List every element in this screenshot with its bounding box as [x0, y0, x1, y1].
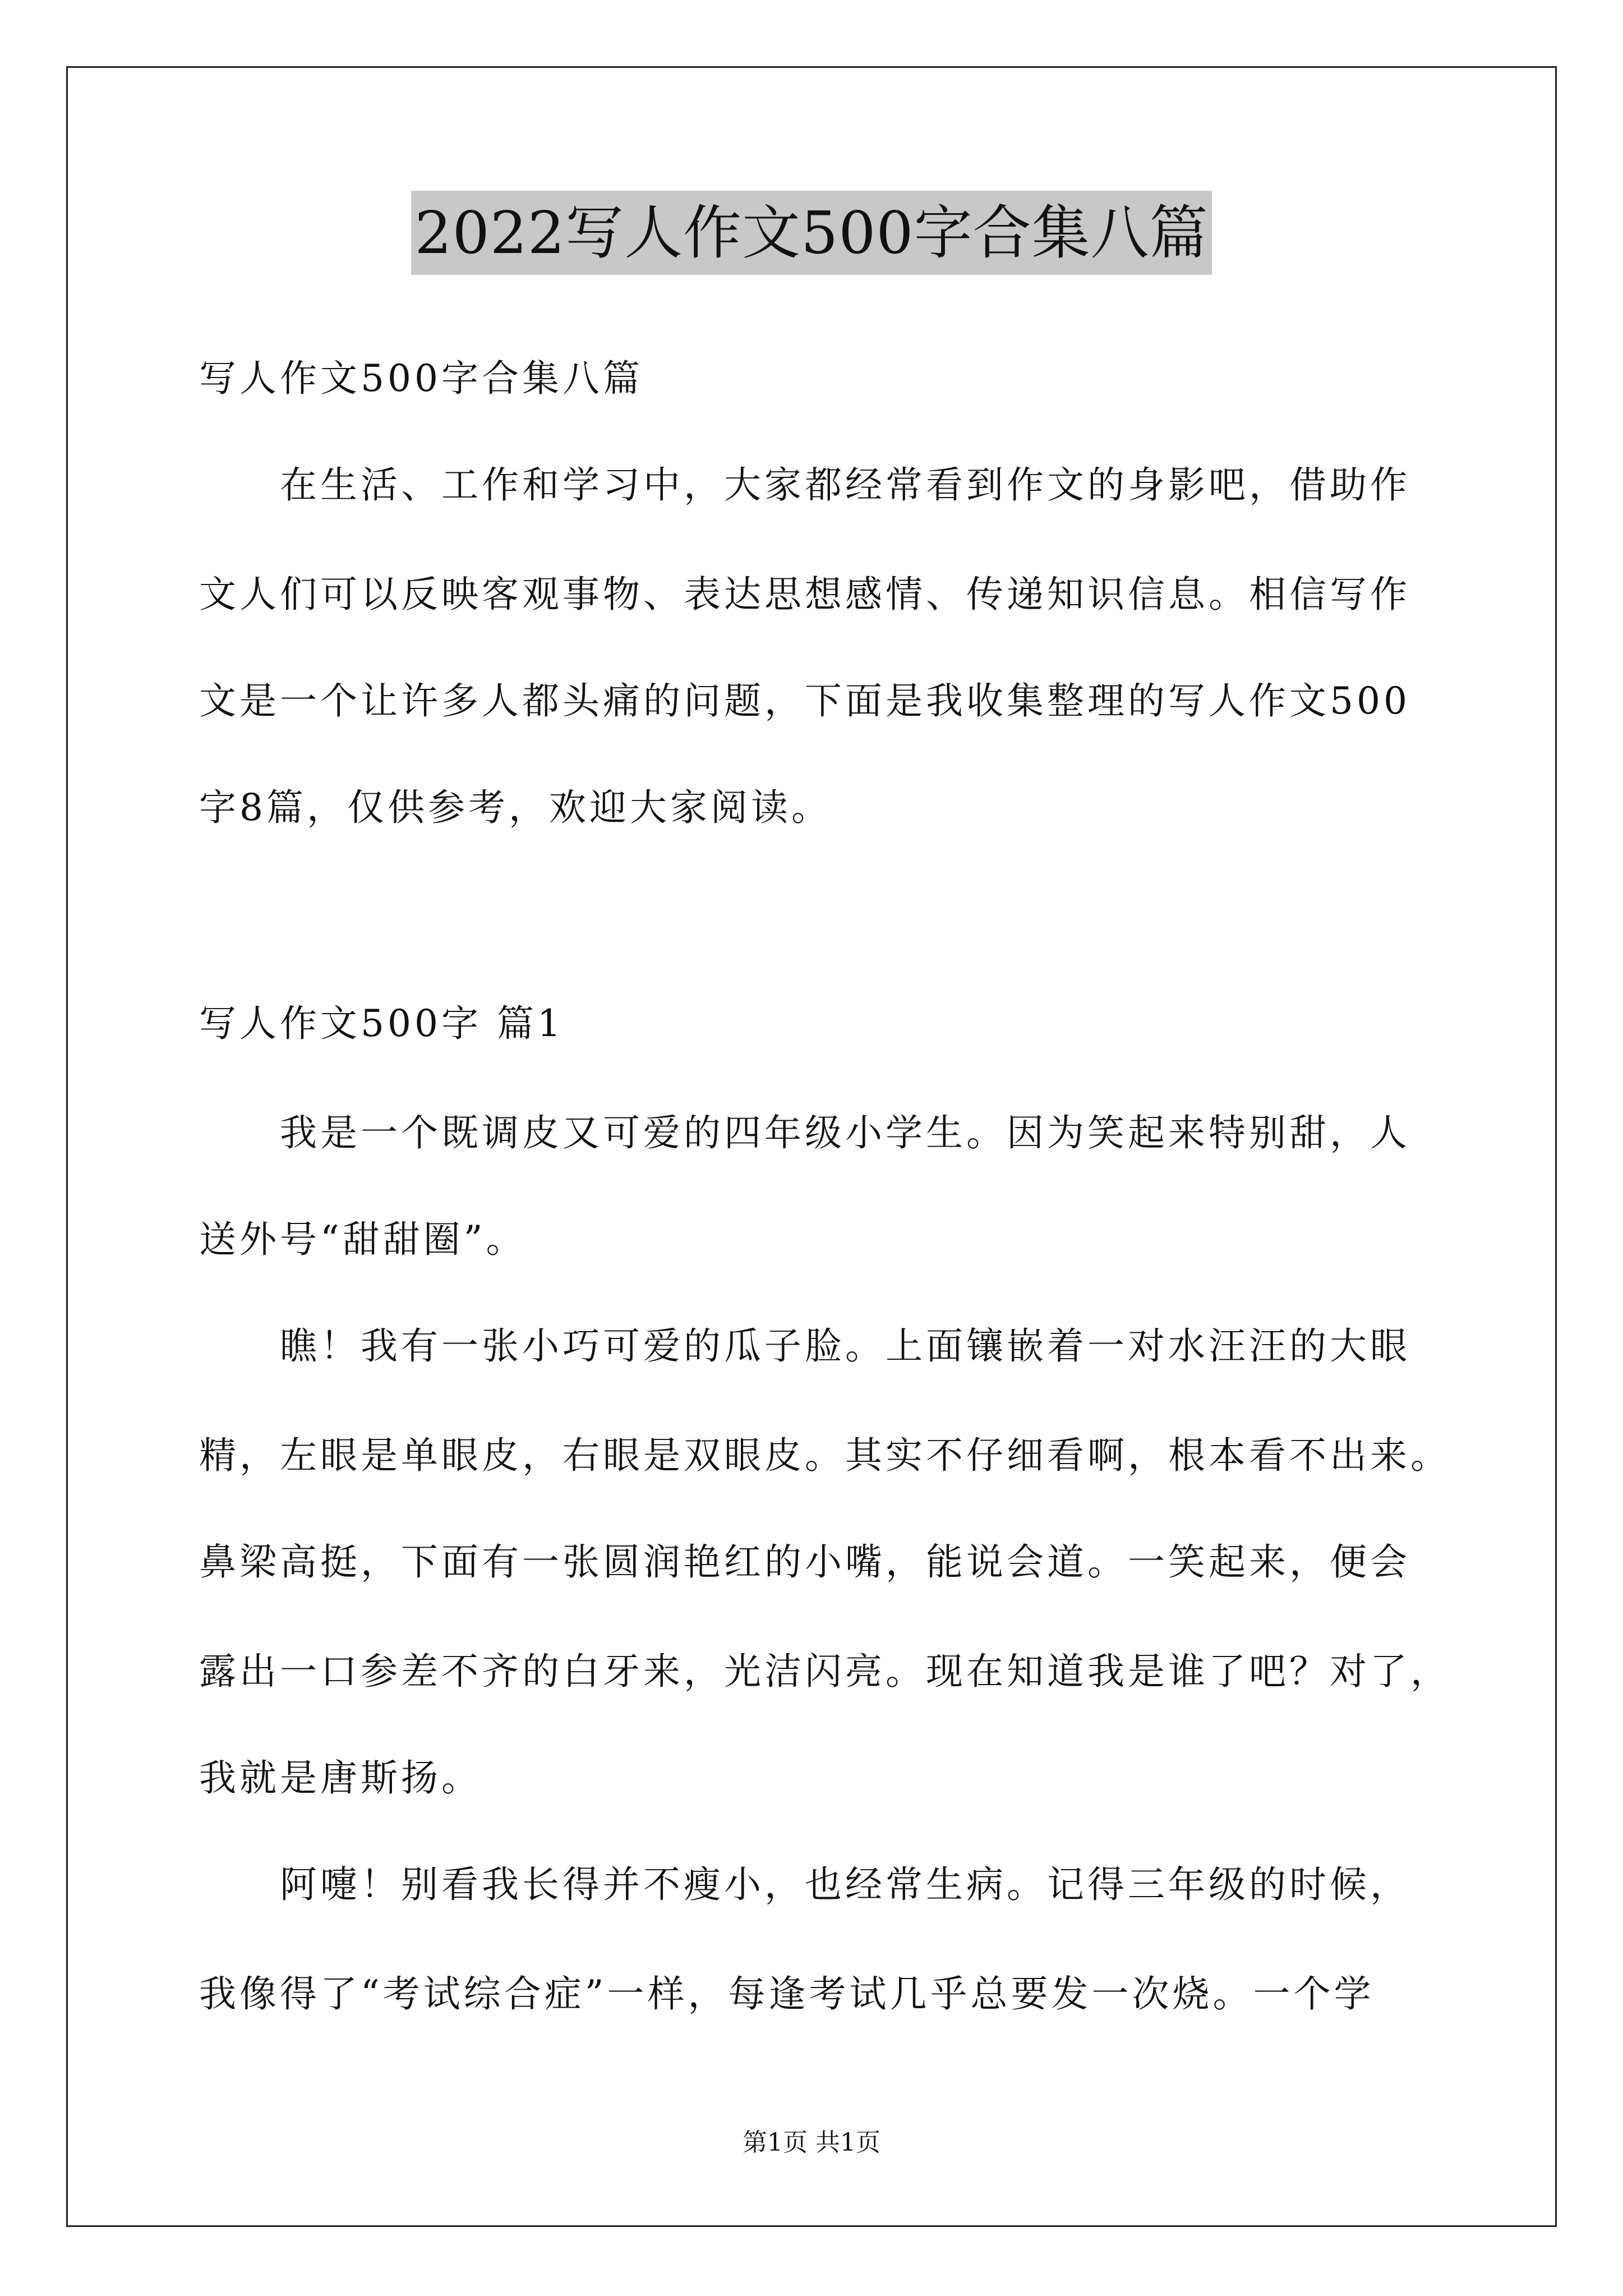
body-line: 精，左眼是单眼皮，右眼是双眼皮。其实不仔细看啊，根本看不出来。 [199, 1434, 1451, 1477]
subtitle-line: 写人作文500字合集八篇 [199, 357, 643, 400]
body-line: 阿嚏！别看我长得并不瘦小，也经常生病。记得三年级的时候， [199, 1863, 1410, 1906]
body-line: 字8篇，仅供参考，欢迎大家阅读。 [199, 786, 832, 829]
body-line: 瞧！我有一张小巧可爱的瓜子脸。上面镶嵌着一对水汪汪的大眼 [199, 1324, 1410, 1368]
body-line: 我像得了“考试综合症”一样，每逢考试几乎总要发一次烧。一个学 [199, 1972, 1375, 2016]
page-footer: 第1页 共1页 [743, 2128, 880, 2157]
section-heading: 写人作文500字 篇1 [199, 1002, 564, 1045]
body-line: 我就是唐斯扬。 [199, 1756, 482, 1800]
body-line: 鼻梁高挺，下面有一张圆润艳红的小嘴，能说会道。一笑起来，便会 [199, 1540, 1410, 1584]
body-line: 文是一个让许多人都头痛的问题，下面是我收集整理的写人作文500 [199, 679, 1410, 723]
body-line: 我是一个既调皮又可爱的四年级小学生。因为笑起来特别甜，人 [199, 1111, 1410, 1154]
body-line: 在生活、工作和学习中，大家都经常看到作文的身影吧，借助作 [199, 463, 1410, 507]
title-container [0, 191, 1623, 275]
body-line: 文人们可以反映客观事物、表达思想感情、传递知识信息。相信写作 [199, 573, 1410, 616]
body-line: 送外号“甜甜圈”。 [199, 1218, 527, 1261]
body-line: 露出一口参差不齐的白牙来，光洁闪亮。现在知道我是谁了吧？对了， [199, 1650, 1451, 1693]
document-title: 2022写人作文500字合集八篇 [411, 191, 1211, 275]
